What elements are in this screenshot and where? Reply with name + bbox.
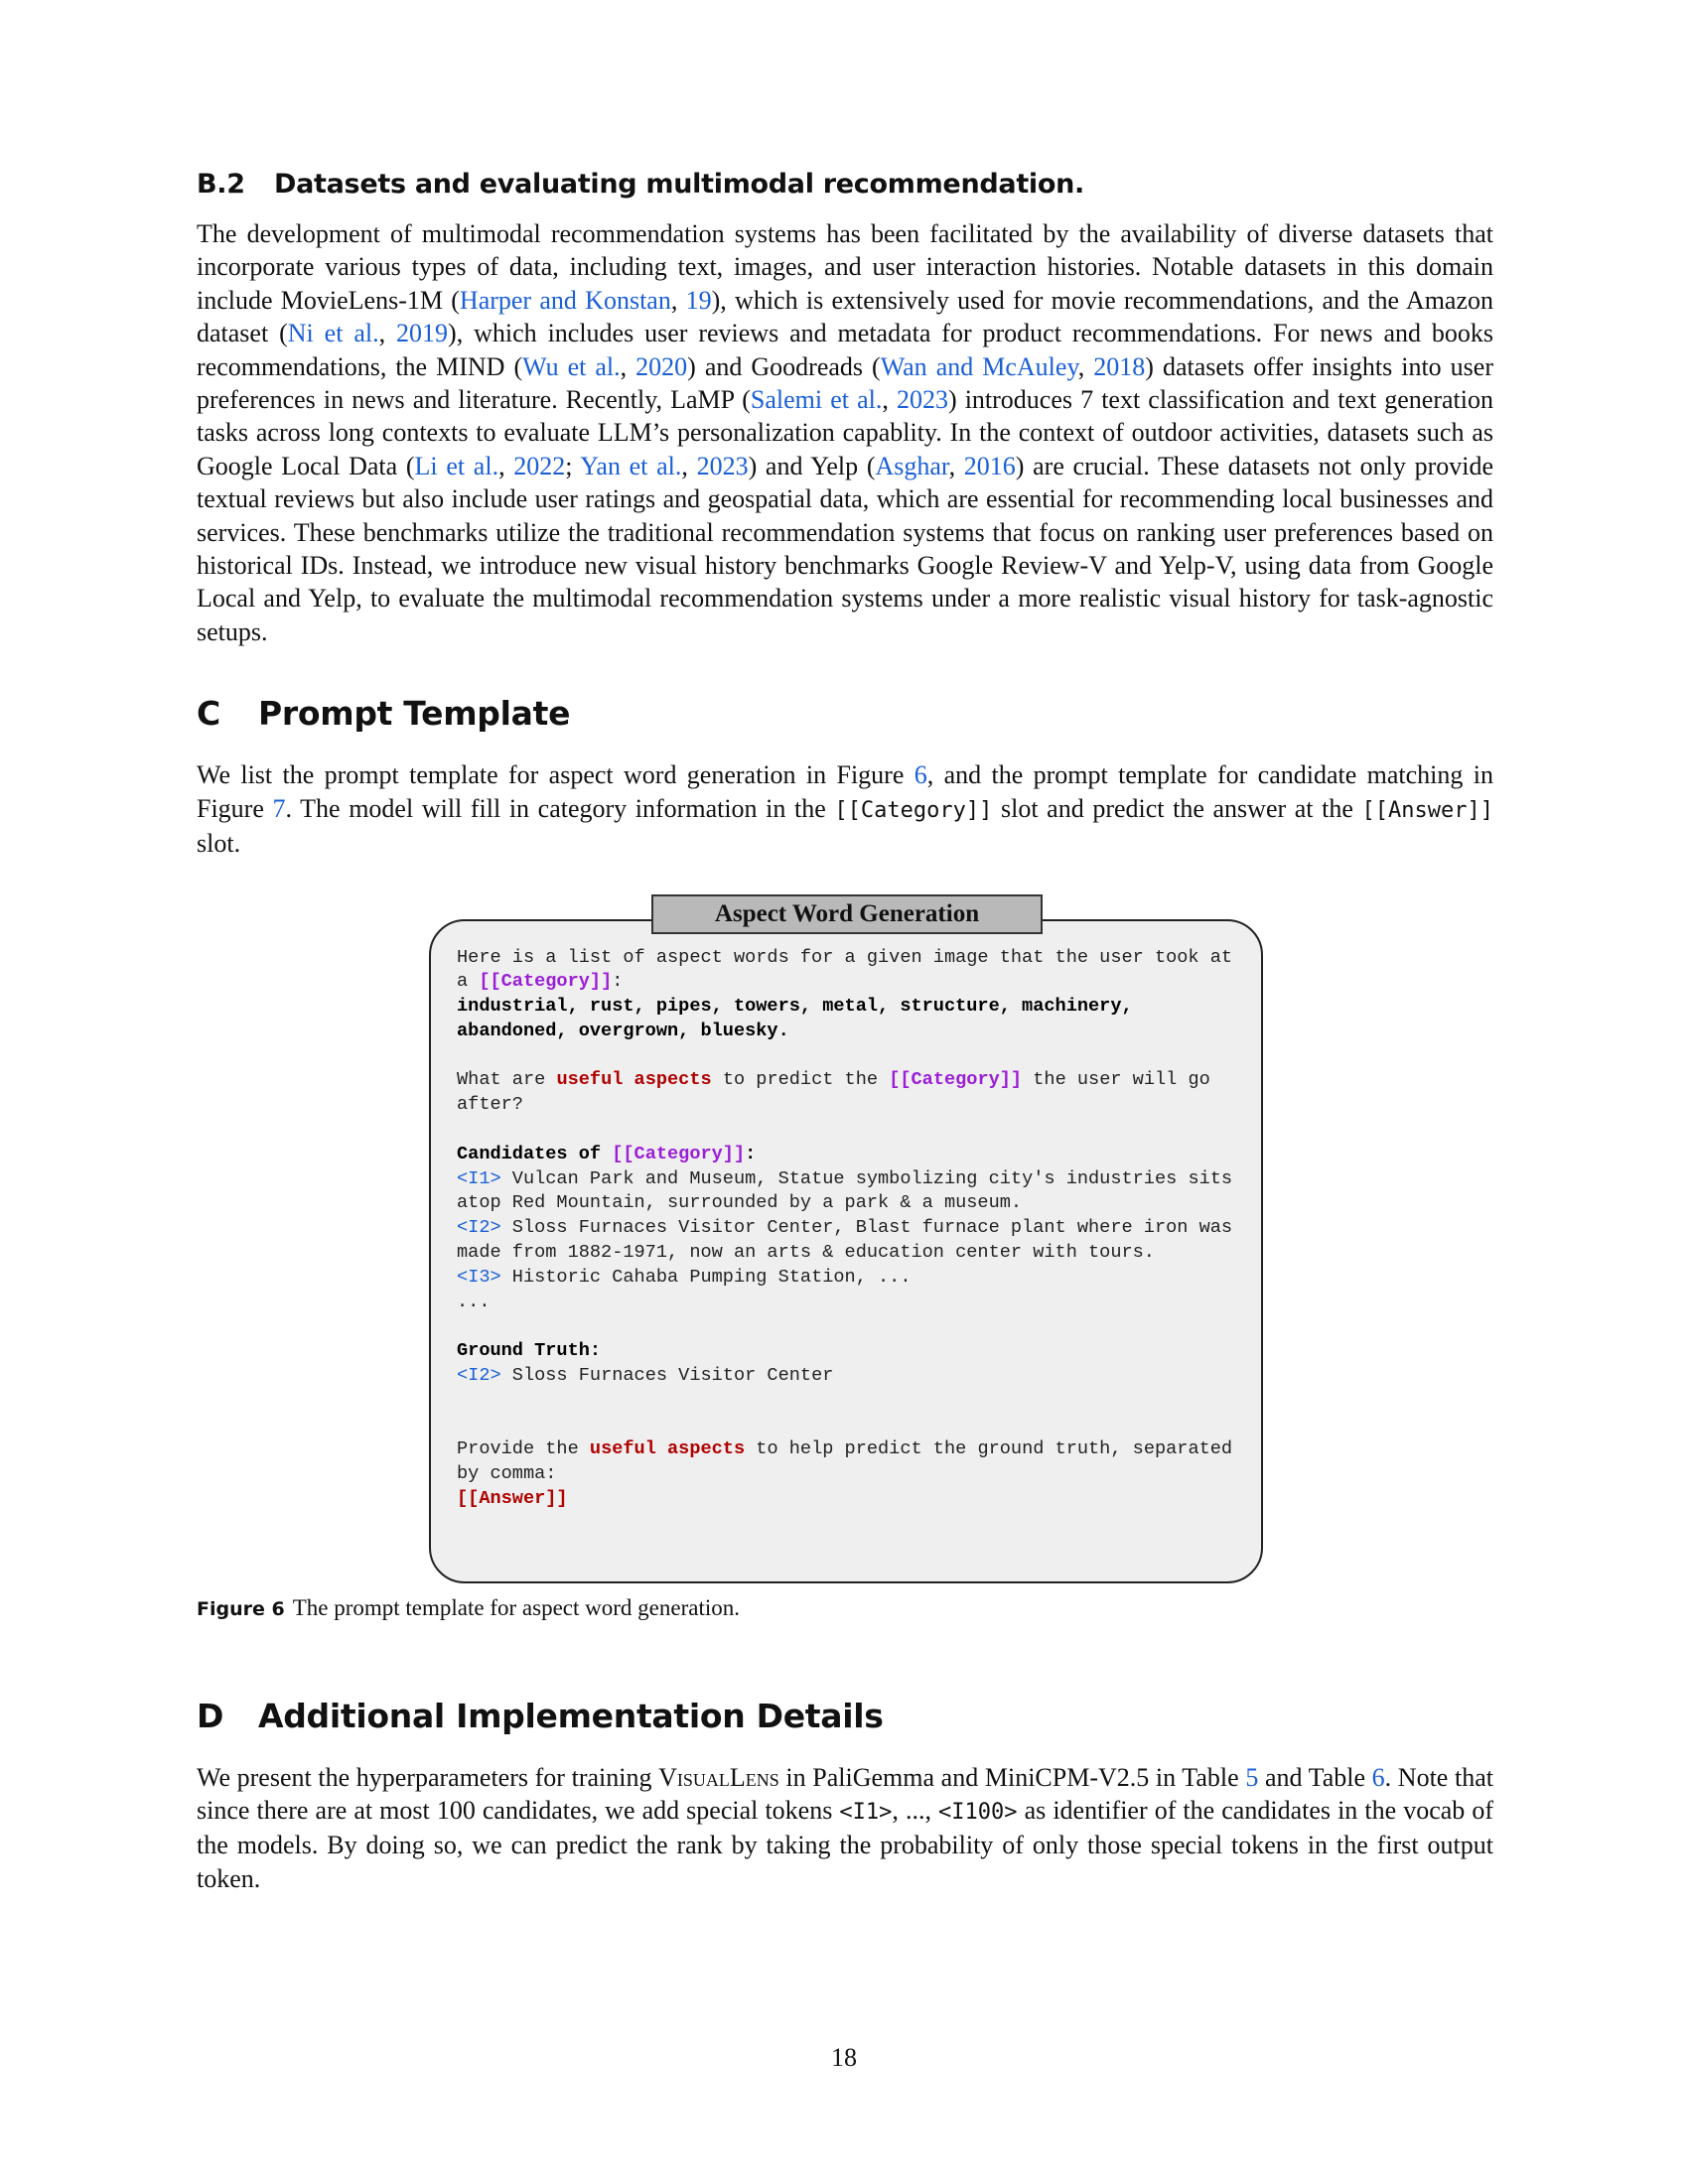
citation-year-link[interactable]: 19: [685, 285, 712, 315]
citation-year-link[interactable]: 2023: [896, 385, 948, 415]
section-heading-d: [197, 1697, 1493, 1735]
candidate-item: <I3> Historic Cahaba Pumping Station, ...: [457, 1266, 912, 1288]
prompt-text: [457, 946, 1244, 1512]
method-name: VisualLens: [658, 1762, 779, 1792]
aspect-words: industrial, rust, pipes, towers, metal, structure, machinery, abandoned, overgrown, bluesky.: [457, 996, 1144, 1041]
page-content: [197, 169, 1493, 1895]
citation-link[interactable]: Asghar: [875, 451, 949, 480]
paragraph-datasets: The development of multimodal recommendation systems has been facilitated by the availability of diverse datasets that incorporate various types of data, including text, images, and user interaction histories. Notable datasets in this domain include MovieLens-1M (Harper and Konstan, 19), which is extensively used for movie recommendations, and the Amazon dataset (Ni et al., 2019), which includes user reviews and metadata for product recommendations. For news and books recommendations, the MIND (Wu et al., 2020) and Goodreads (Wan and McAuley, 2018) datasets offer insights into user preferences in news and literature. Recently, LaMP (Salemi et al., 2023) introduces 7 text classification and text generation tasks across long contexts to evaluate LLM’s personalization capablity. In the context of outdoor activities, datasets such as Google Local Data (Li et al., 2022; Yan et al., 2023) and Yelp (Asghar, 2016) are crucial. These datasets not only provide textual reviews but also include user ratings and geospatial data, which are essential for recommending local businesses and services. These benchmarks utilize the traditional recommendation systems that focus on ranking user preferences based on historical IDs. Instead, we introduce new visual history benchmarks Google Review-V and Yelp-V, using data from Google Local and Yelp, to evaluate the multimodal recommendation systems under a more realistic visual history for task-agnostic setups.: [197, 219, 1494, 646]
citation-link[interactable]: Harper and Konstan: [459, 285, 671, 315]
candidate-tag: <I2>: [457, 1217, 501, 1239]
citation-link[interactable]: Wan and McAuley: [880, 351, 1078, 381]
figure-ref-link[interactable]: 7: [272, 793, 286, 823]
candidate-ellipsis: ...: [457, 1291, 491, 1312]
section-number: D: [197, 1696, 224, 1735]
citation-year-link[interactable]: 2023: [696, 451, 749, 480]
section-title: Prompt Template: [258, 694, 571, 734]
candidates-label: Candidates of [[Category]]:: [457, 1143, 757, 1164]
paragraph-implementation: We present the hyperparameters for training VisualLens in PaliGemma and MiniCPM-V2.5 in Table 5 and Table 6. Note that since there are at most 100 candidates, we add special tokens <I1>, ..., <I100> as identifier of the candidates in the vocab of the models. By doing so, we can predict the rank by taking the probability of only those special tokens in the first output token.: [197, 1762, 1494, 1893]
citation-year-link[interactable]: 2020: [635, 351, 688, 381]
section-number: C: [197, 694, 220, 734]
category-slot: [[Category]]: [889, 1069, 1023, 1091]
prompt-intro: Here is a list of aspect words for a given image that the user took at a [[Category]]:: [457, 946, 1244, 993]
token-code: <I1>: [839, 1799, 893, 1825]
citation-link[interactable]: Salemi et al.: [750, 385, 883, 415]
citation-year-link[interactable]: 2019: [396, 319, 449, 348]
answer-slot: [[Answer]]: [457, 1488, 568, 1510]
ground-truth-label: Ground Truth:: [457, 1340, 602, 1362]
page-number: 18: [831, 2043, 857, 2072]
figure-label: Figure 6: [197, 1597, 285, 1620]
citation-year-link[interactable]: 2016: [963, 451, 1016, 480]
citation-link[interactable]: Li et al.: [414, 451, 499, 480]
figure-ref-link[interactable]: 6: [914, 760, 927, 790]
useful-aspects-keyword: useful aspects: [556, 1069, 712, 1091]
useful-aspects-keyword: useful aspects: [589, 1438, 746, 1460]
answer-slot-code: [[Answer]]: [1361, 797, 1493, 823]
citation-link[interactable]: Ni et al.: [287, 319, 379, 348]
section-heading-c: [197, 694, 1493, 733]
candidate-item: <I1> Vulcan Park and Museum, Statue symbolizing city's industries sits atop Red Mountain, surrounded by a park & a museum.: [457, 1167, 1244, 1214]
ground-truth-item: <I2> Sloss Furnaces Visitor Center: [457, 1365, 834, 1387]
candidate-item: <I2> Sloss Furnaces Visitor Center, Blast furnace plant where iron was made from 1882-1971, now an arts & education center with tours.: [457, 1217, 1244, 1264]
prompt-instruction: Provide the useful aspects to help predict the ground truth, separated by comma:: [457, 1438, 1244, 1485]
table-ref-link[interactable]: 5: [1245, 1762, 1259, 1792]
section-number: B.2: [197, 169, 245, 200]
prompt-question: What are useful aspects to predict the [[Category]] the user will go after?: [457, 1069, 1221, 1116]
citation-year-link[interactable]: 2022: [513, 451, 566, 480]
candidate-tag: <I2>: [457, 1365, 501, 1387]
candidate-tag: <I3>: [457, 1266, 501, 1288]
table-ref-link[interactable]: 6: [1371, 1762, 1385, 1792]
category-slot: [[Category]]: [479, 971, 613, 993]
citation-link[interactable]: Wu et al.: [522, 351, 621, 381]
citation-link[interactable]: Yan et al.: [580, 451, 682, 480]
category-slot-code: [[Category]]: [834, 797, 993, 823]
section-title: Datasets and evaluating multimodal recommendation.: [274, 169, 1085, 200]
figure-6: [429, 894, 1263, 1589]
citation-year-link[interactable]: 2018: [1093, 351, 1146, 381]
prompt-box-title: Aspect Word Generation: [651, 894, 1043, 934]
section-title: Additional Implementation Details: [258, 1696, 884, 1735]
token-code: <I100>: [938, 1799, 1018, 1825]
section-heading-b2: [197, 169, 1493, 200]
candidate-tag: <I1>: [457, 1167, 501, 1189]
caption-text: The prompt template for aspect word generation.: [292, 1594, 740, 1620]
figure-caption: [197, 1595, 1493, 1621]
paragraph-prompt-template: We list the prompt template for aspect word generation in Figure 6, and the prompt template for candidate matching in Figure 7. The model will fill in category information in the [[Category]] slot and predict the answer at the [[Answer]] slot.: [197, 760, 1493, 859]
